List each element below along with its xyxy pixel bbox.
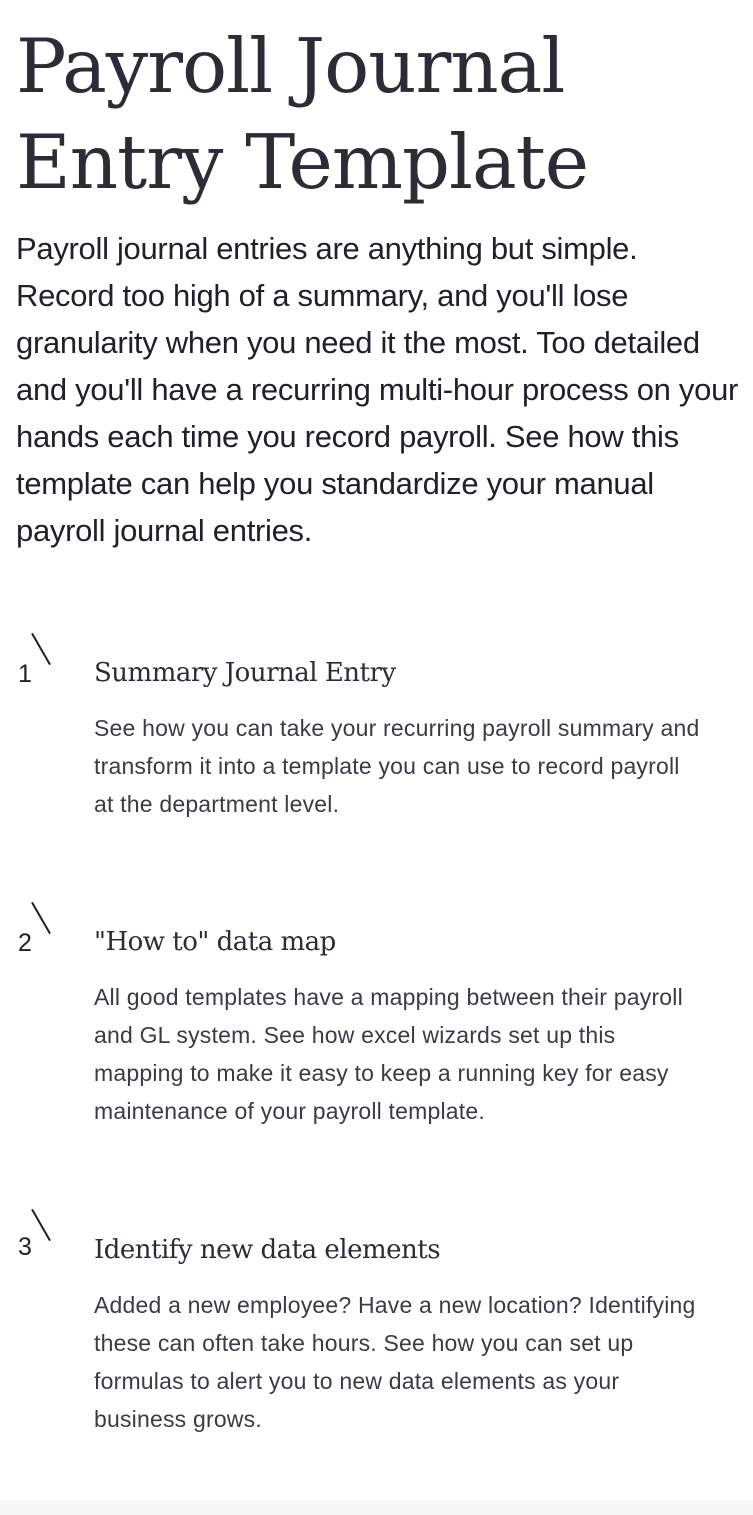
step-2-description: All good templates have a mapping between their payroll and GL system. See how excel wizards set up this mapping to make it easy to keep a running key for easy maintenance of your payroll template.	[94, 984, 683, 1124]
step-1-slash-icon	[31, 633, 51, 665]
step-3-description: Added a new employee? Have a new location? Identifying these can often take hours. See how you can set up formulas to alert you to new data elements as your business grows.	[94, 1292, 696, 1432]
intro-paragraph: Payroll journal entries are anything but simple. Record too high of a summary, and you'll lose granularity when you need it the most. Too detailed and you'll have a recurring multi-hour process on your hands each time you record payroll. See how this template can help you standardize your manual payroll journal entries.	[16, 231, 739, 548]
step-2-title: "How to" data map	[94, 927, 336, 957]
step-1-description: See how you can take your recurring payroll summary and transform it into a template you can use to record payroll at the department level.	[94, 715, 700, 817]
step-3-number: 3	[18, 1233, 32, 1261]
step-2-slash-icon	[31, 902, 51, 934]
step-3-title: Identify new data elements	[94, 1235, 441, 1265]
step-2-number: 2	[18, 929, 32, 957]
step-1-number: 1	[18, 660, 32, 688]
page-title: Payroll Journal Entry Template	[16, 22, 589, 206]
bottom-strip	[0, 1500, 753, 1515]
step-1-title: Summary Journal Entry	[94, 658, 396, 688]
step-3-slash-icon	[31, 1209, 51, 1241]
